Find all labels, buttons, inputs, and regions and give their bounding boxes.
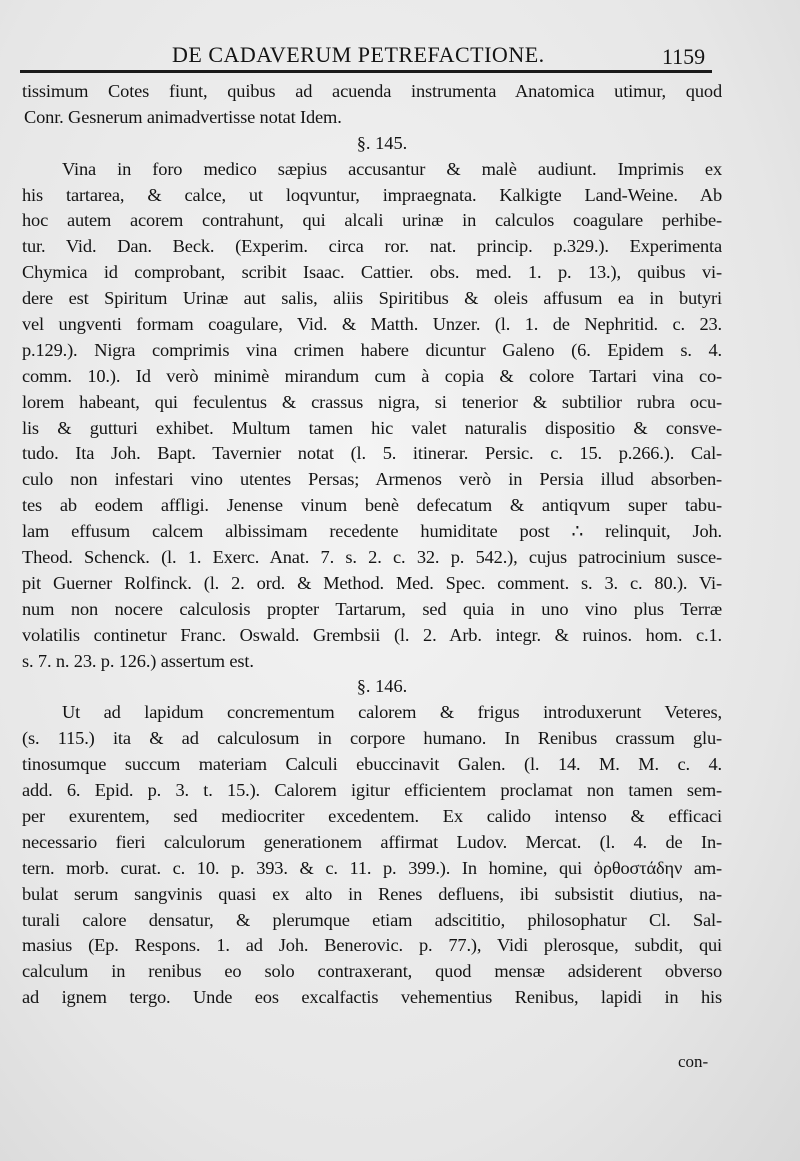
text-line: add. 6. Epid. p. 3. t. 15.). Calorem igitur efficientem proclamat non tamen sem- <box>22 780 722 801</box>
page-number: 1159 <box>662 44 706 69</box>
text-line: tern. morb. curat. c. 10. p. 393. & c. 11. p. 399.). In homine, qui ὀρθοστάδην am- <box>22 857 722 878</box>
text-line: tinosumque succum materiam Calculi ebuccinavit Galen. (l. 14. M. M. c. 4. <box>22 754 722 775</box>
text-line: bulat serum sangvinis quasi ex alto in Renes defluens, ibi subsistit diutius, na- <box>22 883 722 904</box>
catchword: con- <box>678 1052 709 1071</box>
section-heading: §. 145. <box>356 132 408 153</box>
text-line: tur. Vid. Dan. Beck. (Experim. circa ror. nat. princip. p.329.). Experimenta <box>22 236 722 257</box>
text-line: tes ab eodem affligi. Jenense vinum benè defecatum & antiqvum super tabu- <box>22 495 722 516</box>
text-line: volatilis continetur Franc. Oswald. Grembsii (l. 2. Arb. integr. & ruinos. hom. c.1. <box>22 624 722 645</box>
text-line: p.129.). Nigra comprimis vina crimen habere dicuntur Galeno (6. Epidem s. 4. <box>22 339 722 360</box>
text-line: his tartarea, & calce, ut loqvuntur, impraegnata. Kalkigte Land-Weine. Ab <box>22 184 722 205</box>
text-line: ad ignem tergo. Unde eos excalfactis vehementius Renibus, lapidi in his <box>22 987 722 1008</box>
header-rule <box>20 70 712 73</box>
text-line: s. 7. n. 23. p. 126.) assertum est. <box>22 650 254 671</box>
text-line: turali calore densatur, & plerumque etiam adscititio, philosophatur Cl. Sal- <box>22 909 722 930</box>
running-title: DE CADAVERUM PETREFACTIONE. <box>172 42 545 67</box>
section-heading: §. 146. <box>356 676 408 697</box>
text-line: culo non infestari vino utentes Persas; Armenos verò in Persia illud absorben- <box>22 469 722 490</box>
text-line: tudo. Ita Joh. Bapt. Tavernier notat (l. 5. itinerar. Persic. c. 15. p.266.). Cal- <box>22 443 722 464</box>
text-line: per exurentem, sed mediocriter excedentem. Ex calido intenso & efficaci <box>22 805 722 826</box>
text-line: Ut ad lapidum concrementum calorem & frigus introduxerunt Veteres, <box>62 702 722 723</box>
body-text <box>22 79 722 1011</box>
text-line: lam effusum calcem albissimam recedente humiditate post ∴ relinquit, Joh. <box>22 521 722 542</box>
text-line: calculum in renibus eo solo contraxerant, quod mensæ adsiderent obverso <box>22 961 722 982</box>
text-line: lorem habeant, qui feculentus & crassus nigra, si tenerior & subtilior rubra ocu- <box>22 391 722 412</box>
text-line: Chymica id comprobant, scribit Isaac. Cattier. obs. med. 1. p. 13.), quibus vi- <box>22 262 722 283</box>
text-line: pit Guerner Rolfinck. (l. 2. ord. & Method. Med. Spec. comment. s. 3. c. 80.). Vi- <box>22 572 722 593</box>
text-line: vel ungventi formam coagulare, Vid. & Matth. Unzer. (l. 1. de Nephritid. c. 23. <box>22 314 722 335</box>
text-line: hoc autem acorem contrahunt, qui alcali urinæ in calculos coagulare perhibe- <box>22 210 722 231</box>
text-line: (s. 115.) ita & ad calculosum in corpore humano. In Renibus crassum glu- <box>22 728 722 749</box>
text-line: comm. 10.). Id verò minimè mirandum cum à copia & colore Tartari vina co- <box>22 365 722 386</box>
text-line: lis & gutturi exhibet. Multum tamen hic valet naturalis dispositio & consve- <box>22 417 722 438</box>
text-line: necessario fieri calculorum generationem affirmat Ludov. Mercat. (l. 4. de In- <box>22 831 722 852</box>
text-line: tissimum Cotes fiunt, quibus ad acuenda instrumenta Anatomica utimur, quod <box>22 81 722 101</box>
text-line: masius (Ep. Respons. 1. ad Joh. Benerovic. p. 77.), Vidi plerosque, subdit, qui <box>22 935 722 956</box>
text-line: dere est Spiritum Urinæ aut salis, aliis Spiritibus & oleis affusum ea in butyri <box>22 288 722 309</box>
text-line: Vina in foro medico sæpius accusantur & malè audiunt. Imprimis ex <box>62 158 722 179</box>
text-line: Theod. Schenck. (l. 1. Exerc. Anat. 7. s. 2. c. 32. p. 542.), cujus patrocinium susce- <box>22 547 722 568</box>
text-line: Conr. Gesnerum animadvertisse notat Idem. <box>24 106 342 127</box>
text-line: num non nocere calculosis propter Tartarum, sed quia in uno vino plus Terræ <box>22 598 722 619</box>
